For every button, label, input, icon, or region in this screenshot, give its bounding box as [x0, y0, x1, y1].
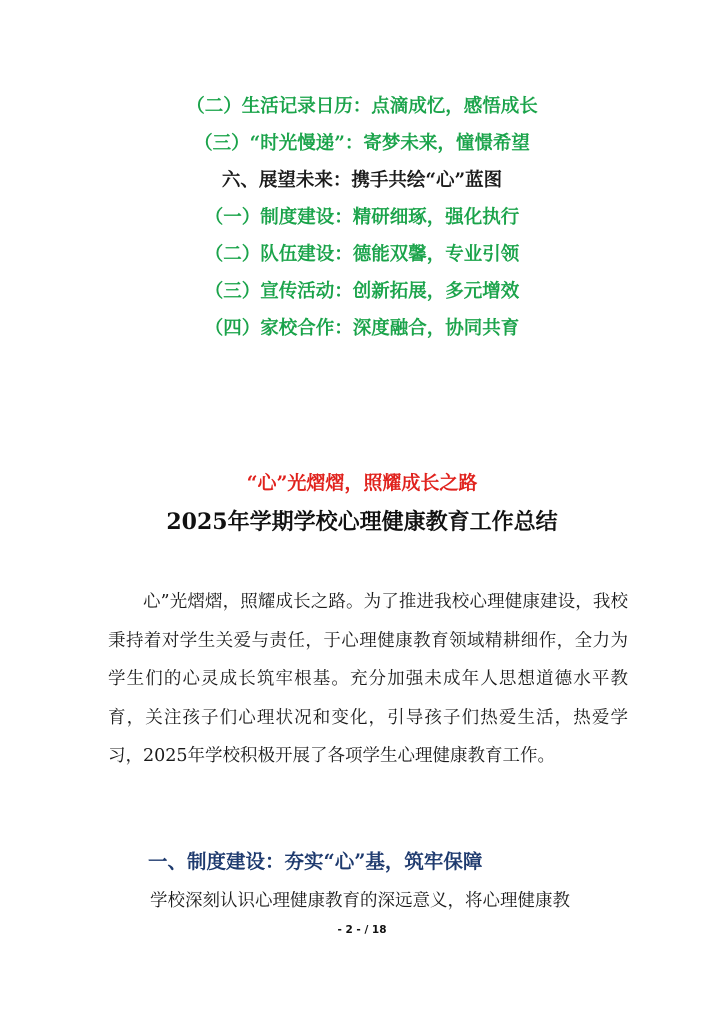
section-body-text: 学校深刻认识心理健康教育的深远意义，将心理健康教 [150, 891, 570, 911]
toc-item: （一）制度建设：精研细琢，强化执行 [204, 207, 520, 228]
toc-item: （二）队伍建设：德能双馨，专业引领 [204, 244, 520, 265]
page-number: - 2 - / 18 [337, 924, 387, 936]
intro-paragraph: 心”光熠熠，照耀成长之路。为了推进我校心理健康建设，我校秉持着对学生关爱与责任，于心理健康教育领域精耕细作，全力为学生们的心灵成长筑牢根基。充分加强未成年人思想道德水平教育，关注孩子们心理状况和变化，引导孩子们热爱生活，热爱学习，2025年学校积极开展了各项学生心理健康教育工作。 [108, 592, 628, 766]
toc-item: （三）宣传活动：创新拓展，多元增效 [204, 281, 520, 302]
toc-item: （三）“时光慢递”：寄梦未来，憧憬希望 [194, 133, 530, 154]
page-title: 2025年学期学校心理健康教育工作总结 [166, 509, 558, 535]
toc-item: （二）生活记录日历：点滴成忆，感悟成长 [186, 96, 538, 117]
section-heading: 一、制度建设：夯实“心”基，筑牢保障 [148, 850, 483, 873]
toc-item: 六、展望未来：携手共绘“心”蓝图 [221, 170, 503, 191]
toc-item: （四）家校合作：深度融合，协同共育 [204, 318, 520, 339]
table-of-contents [0, 88, 724, 347]
subtitle-red: “心”光熠熠，照耀成长之路 [246, 472, 478, 494]
